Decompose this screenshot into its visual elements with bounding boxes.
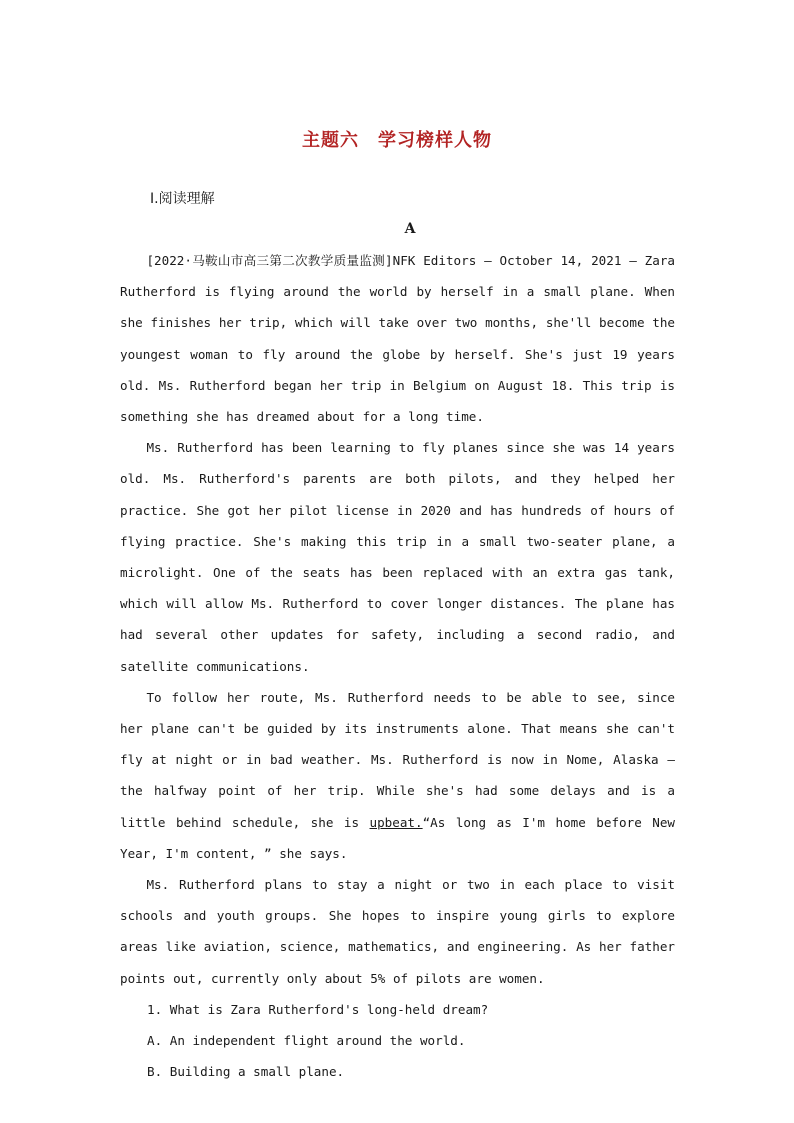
- passage-label: A: [404, 221, 416, 237]
- paragraph-2: Ms. Rutherford has been learning to fly planes since she was 14 years old. Ms. Rutherford's parents are both pilots, and they helped her practice. She got her pilot license in 2020 and has hundreds of hours of flying practice. She's making this trip in a small two-seater plane, a microlight. One of the seats has been replaced with an extra gas tank, which will allow Ms. Rutherford to cover longer distances. The plane has had several other updates for safety, including a second radio, and satellite communications.: [120, 440, 675, 674]
- paragraph-1: [120, 245, 675, 432]
- source-tag: [2022·马鞍山市高三第二次教学质量监测]: [146, 253, 393, 268]
- underlined-word: upbeat.: [369, 814, 423, 830]
- paragraph-3: [120, 682, 675, 869]
- question-stem: 1. What is Zara Rutherford's long-held dream?: [147, 1001, 489, 1017]
- paragraph-4: Ms. Rutherford plans to stay a night or two in each place to visit schools and youth groups. She hopes to inspire young girls to explore areas like aviation, science, mathematics, and engineering. As her father points out, currently only about 5% of pilots are women.: [120, 877, 675, 986]
- question-option-a: A. An independent flight around the world.: [147, 1033, 466, 1049]
- paragraph-3-quote: “As long as I'm home before New Year, I'm content, ” she says.: [120, 814, 675, 861]
- paragraph-1-text: NFK Editors — October 14, 2021 — Zara Rutherford is flying around the world by herself in a small plane. When she finishes her trip, which will take over two months, she'll become the youngest woman to fly around the globe by herself. She's just 19 years old. Ms. Rutherford began her trip in Belgium on August 18. This trip is something she has dreamed about for a long time.: [120, 253, 675, 425]
- paragraph-3-text: To follow her route, Ms. Rutherford needs to be able to see, since her plane can't be guided by its instruments alone. That means she can't fly at night or in bad weather. Ms. Rutherford is now in Nome, Alaska — the halfway point of her trip. While she's had some delays and is a little behind schedule, she is: [120, 689, 675, 830]
- passage-body: [120, 245, 675, 1087]
- page-title: 主题六 学习榜样人物: [302, 130, 492, 151]
- question-option-b: B. Building a small plane.: [147, 1064, 345, 1080]
- section-heading: Ⅰ.阅读理解: [150, 191, 215, 207]
